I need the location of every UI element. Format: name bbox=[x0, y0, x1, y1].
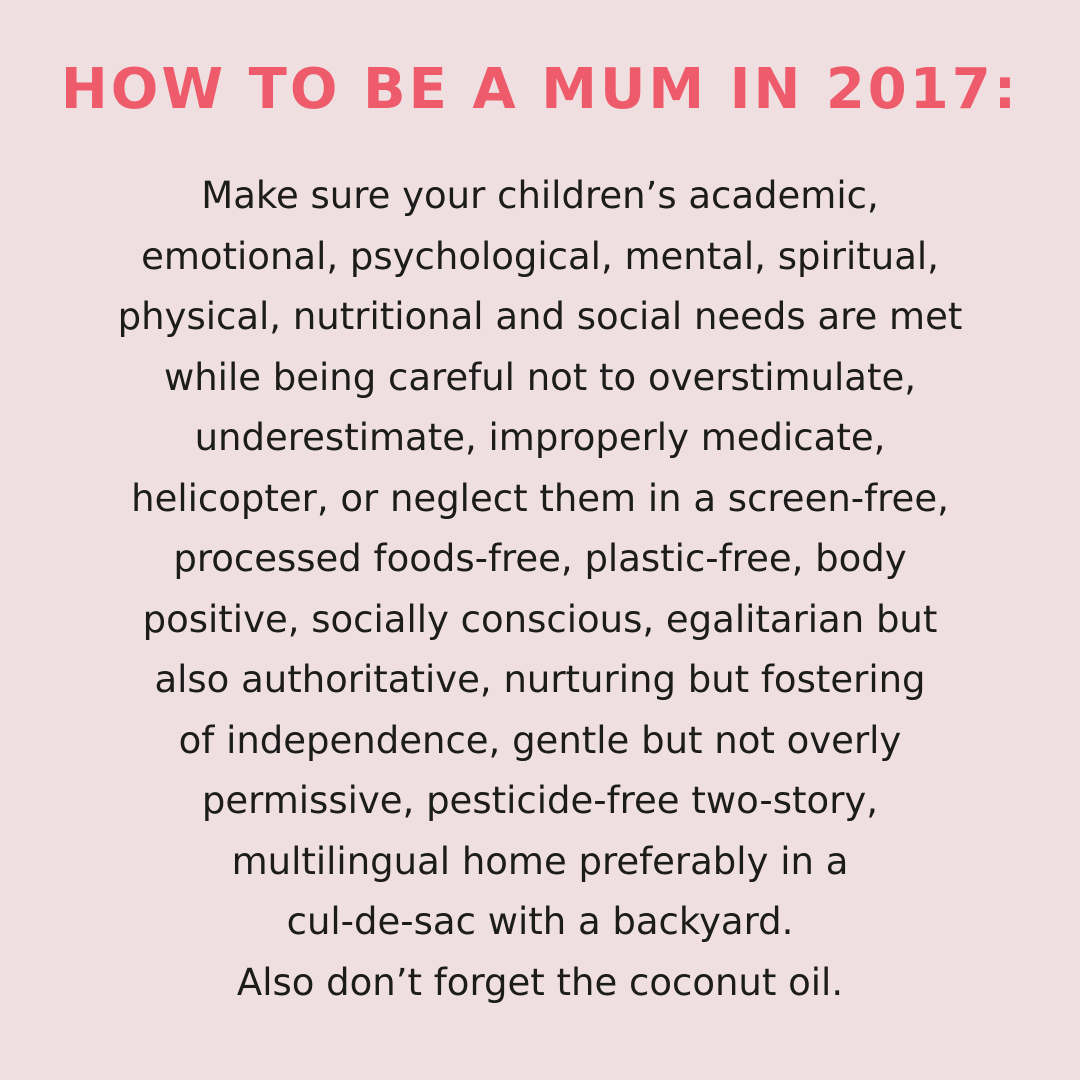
body-line-13: cul-de-sac with a backyard. bbox=[286, 900, 794, 943]
body-line-5: underestimate, improperly medicate, bbox=[194, 416, 886, 459]
body-line-9: also authoritative, nurturing but fostering bbox=[154, 658, 926, 701]
body-line-12: multilingual home preferably in a bbox=[231, 839, 849, 883]
body-line-10: of independence, gentle but not overly bbox=[178, 718, 902, 762]
body-line-4: while being careful not to overstimulate, bbox=[163, 355, 917, 399]
body-line-8: positive, socially conscious, egalitarian but bbox=[142, 597, 938, 641]
body-line-7: processed foods-free, plastic-free, body bbox=[173, 537, 907, 580]
body-line-3: physical, nutritional and social needs are met bbox=[117, 295, 963, 338]
body-line-6: helicopter, or neglect them in a screen-free, bbox=[131, 476, 949, 520]
body-line-2: emotional, psychological, mental, spiritual, bbox=[141, 234, 939, 278]
body-line-1: Make sure your children’s academic, bbox=[201, 174, 879, 217]
body-line-11: permissive, pesticide-free two-story, bbox=[201, 779, 879, 822]
body-line-14: Also don’t forget the coconut oil. bbox=[236, 960, 844, 1004]
body-text bbox=[0, 166, 1080, 1013]
title: HOW TO BE A MUM IN 2017: bbox=[60, 57, 1020, 122]
